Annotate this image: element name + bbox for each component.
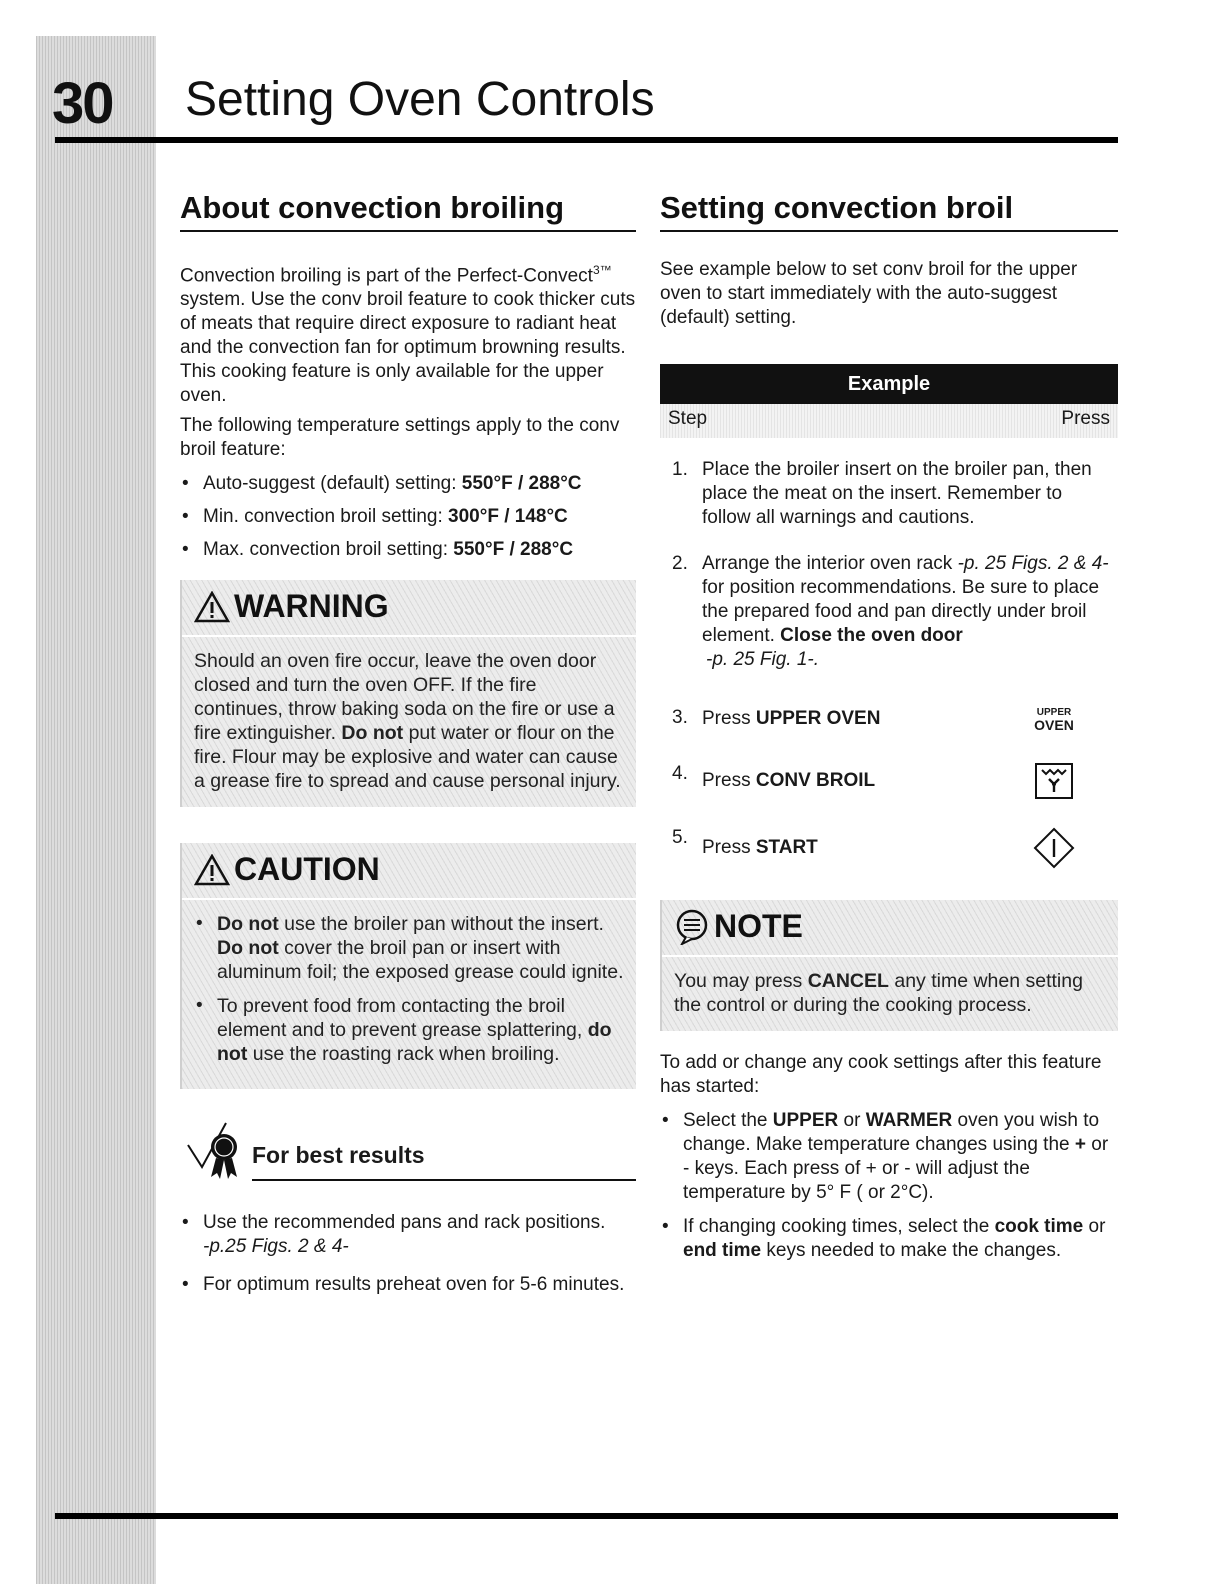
right-column bbox=[660, 190, 1118, 1272]
step-4: 4. Press CONV BROIL bbox=[660, 762, 1118, 800]
step-press-row bbox=[660, 404, 1118, 438]
after-start-intro: To add or change any cook settings after this feature has started: bbox=[660, 1052, 1102, 1097]
list-item: • Do not use the broiler pan without the insert. Do not cover the broil pan or insert with aluminum foil; the exposed grease could ignite. bbox=[194, 912, 626, 984]
step-column-label: Step bbox=[668, 408, 708, 429]
header-rule bbox=[55, 137, 1118, 143]
press-column-label: Press bbox=[1061, 408, 1110, 429]
temp-settings-list bbox=[180, 472, 636, 562]
list-item: • Auto-suggest (default) setting: 550°F / 288°C bbox=[180, 472, 636, 496]
setting-convection-heading: Setting convection broil bbox=[660, 190, 1118, 232]
list-item: • For optimum results preheat oven for 5-6 minutes. bbox=[180, 1273, 636, 1297]
step-3: 3. Press UPPER OVEN UPPER OVEN bbox=[660, 706, 1118, 732]
warning-box bbox=[180, 580, 636, 807]
conv-broil-key-icon bbox=[1034, 762, 1074, 800]
start-key-icon bbox=[1032, 826, 1076, 870]
page-sidebar-stripe bbox=[36, 36, 156, 1584]
warning-text: Should an oven fire occur, leave the oven door closed and turn the oven OFF. If the fire continues, throw baking soda on the fire or use a fire extinguisher. Do not put water or flour on the fire. Flour may be explosive and water can cause a grease fire to spread and cause personal injury. bbox=[194, 650, 621, 793]
list-item: • To prevent food from contacting the broil element and to prevent grease splattering, do not use the roasting rack when broiling. bbox=[194, 994, 626, 1066]
page-title: Setting Oven Controls bbox=[185, 73, 655, 126]
list-item: • If changing cooking times, select the cook time or end time keys needed to make the changes. bbox=[660, 1215, 1118, 1263]
step-1: 1. Place the broiler insert on the broiler pan, then place the meat on the insert. Remember to follow all warnings and cautions. bbox=[672, 459, 1092, 528]
warning-triangle-icon bbox=[194, 591, 230, 623]
step-5: 5. Press START bbox=[660, 826, 1118, 870]
left-column bbox=[180, 190, 636, 1306]
step-2: 2. Arrange the interior oven rack -p. 25 Figs. 2 & 4- for position recommendations. Be sure to place the prepared food and pan directly under broil element. Close the oven door -p. 25 Fig. 1-. bbox=[672, 553, 1109, 670]
setting-intro: See example below to set conv broil for the upper oven to start immediately with the auto-suggest (default) setting. bbox=[660, 259, 1078, 328]
warning-title: WARNING bbox=[182, 580, 636, 635]
caution-title: CAUTION bbox=[182, 843, 636, 898]
page-number: 30 bbox=[52, 71, 113, 136]
caution-triangle-icon bbox=[194, 854, 230, 886]
steps-list bbox=[660, 458, 1118, 870]
note-title: NOTE bbox=[662, 900, 1118, 955]
best-results-title: For best results bbox=[252, 1142, 636, 1181]
about-convection-heading: About convection broiling bbox=[180, 190, 636, 232]
list-item: • Use the recommended pans and rack positions. -p.25 Figs. 2 & 4- bbox=[180, 1211, 636, 1259]
after-start-list bbox=[660, 1109, 1118, 1263]
caution-list bbox=[194, 912, 626, 1066]
list-item: • Min. convection broil setting: 300°F / 148°C bbox=[180, 505, 636, 529]
note-icon bbox=[674, 909, 710, 945]
upper-oven-key: UPPER OVEN bbox=[1034, 707, 1074, 733]
caution-box bbox=[180, 843, 636, 1089]
list-item: • Select the UPPER or WARMER oven you wish to change. Make temperature changes using the + or - keys. Each press of + or - will adjust the temperature by 5° F ( or 2°C). bbox=[660, 1109, 1118, 1205]
note-text: You may press CANCEL any time when setting the control or during the cooking process. bbox=[674, 970, 1083, 1016]
example-table bbox=[660, 364, 1118, 438]
example-header: Example bbox=[660, 364, 1118, 404]
about-intro: Convection broiling is part of the Perfect-Convect$^{3™}$ system. Use the conv broil feature to cook thicker cuts of meats that require direct exposure to radiant heat and the convection fan for optimum browning results. This cooking feature is only available for the upper oven. bbox=[180, 263, 636, 407]
list-item: • Max. convection broil setting: 550°F / 288°C bbox=[180, 538, 636, 562]
best-results-list bbox=[180, 1211, 636, 1297]
best-results-header bbox=[180, 1115, 636, 1181]
footer-rule bbox=[55, 1513, 1118, 1519]
temp-intro: The following temperature settings apply to the conv broil feature: bbox=[180, 415, 620, 461]
note-box bbox=[660, 900, 1118, 1031]
award-ribbon-icon bbox=[180, 1115, 248, 1181]
